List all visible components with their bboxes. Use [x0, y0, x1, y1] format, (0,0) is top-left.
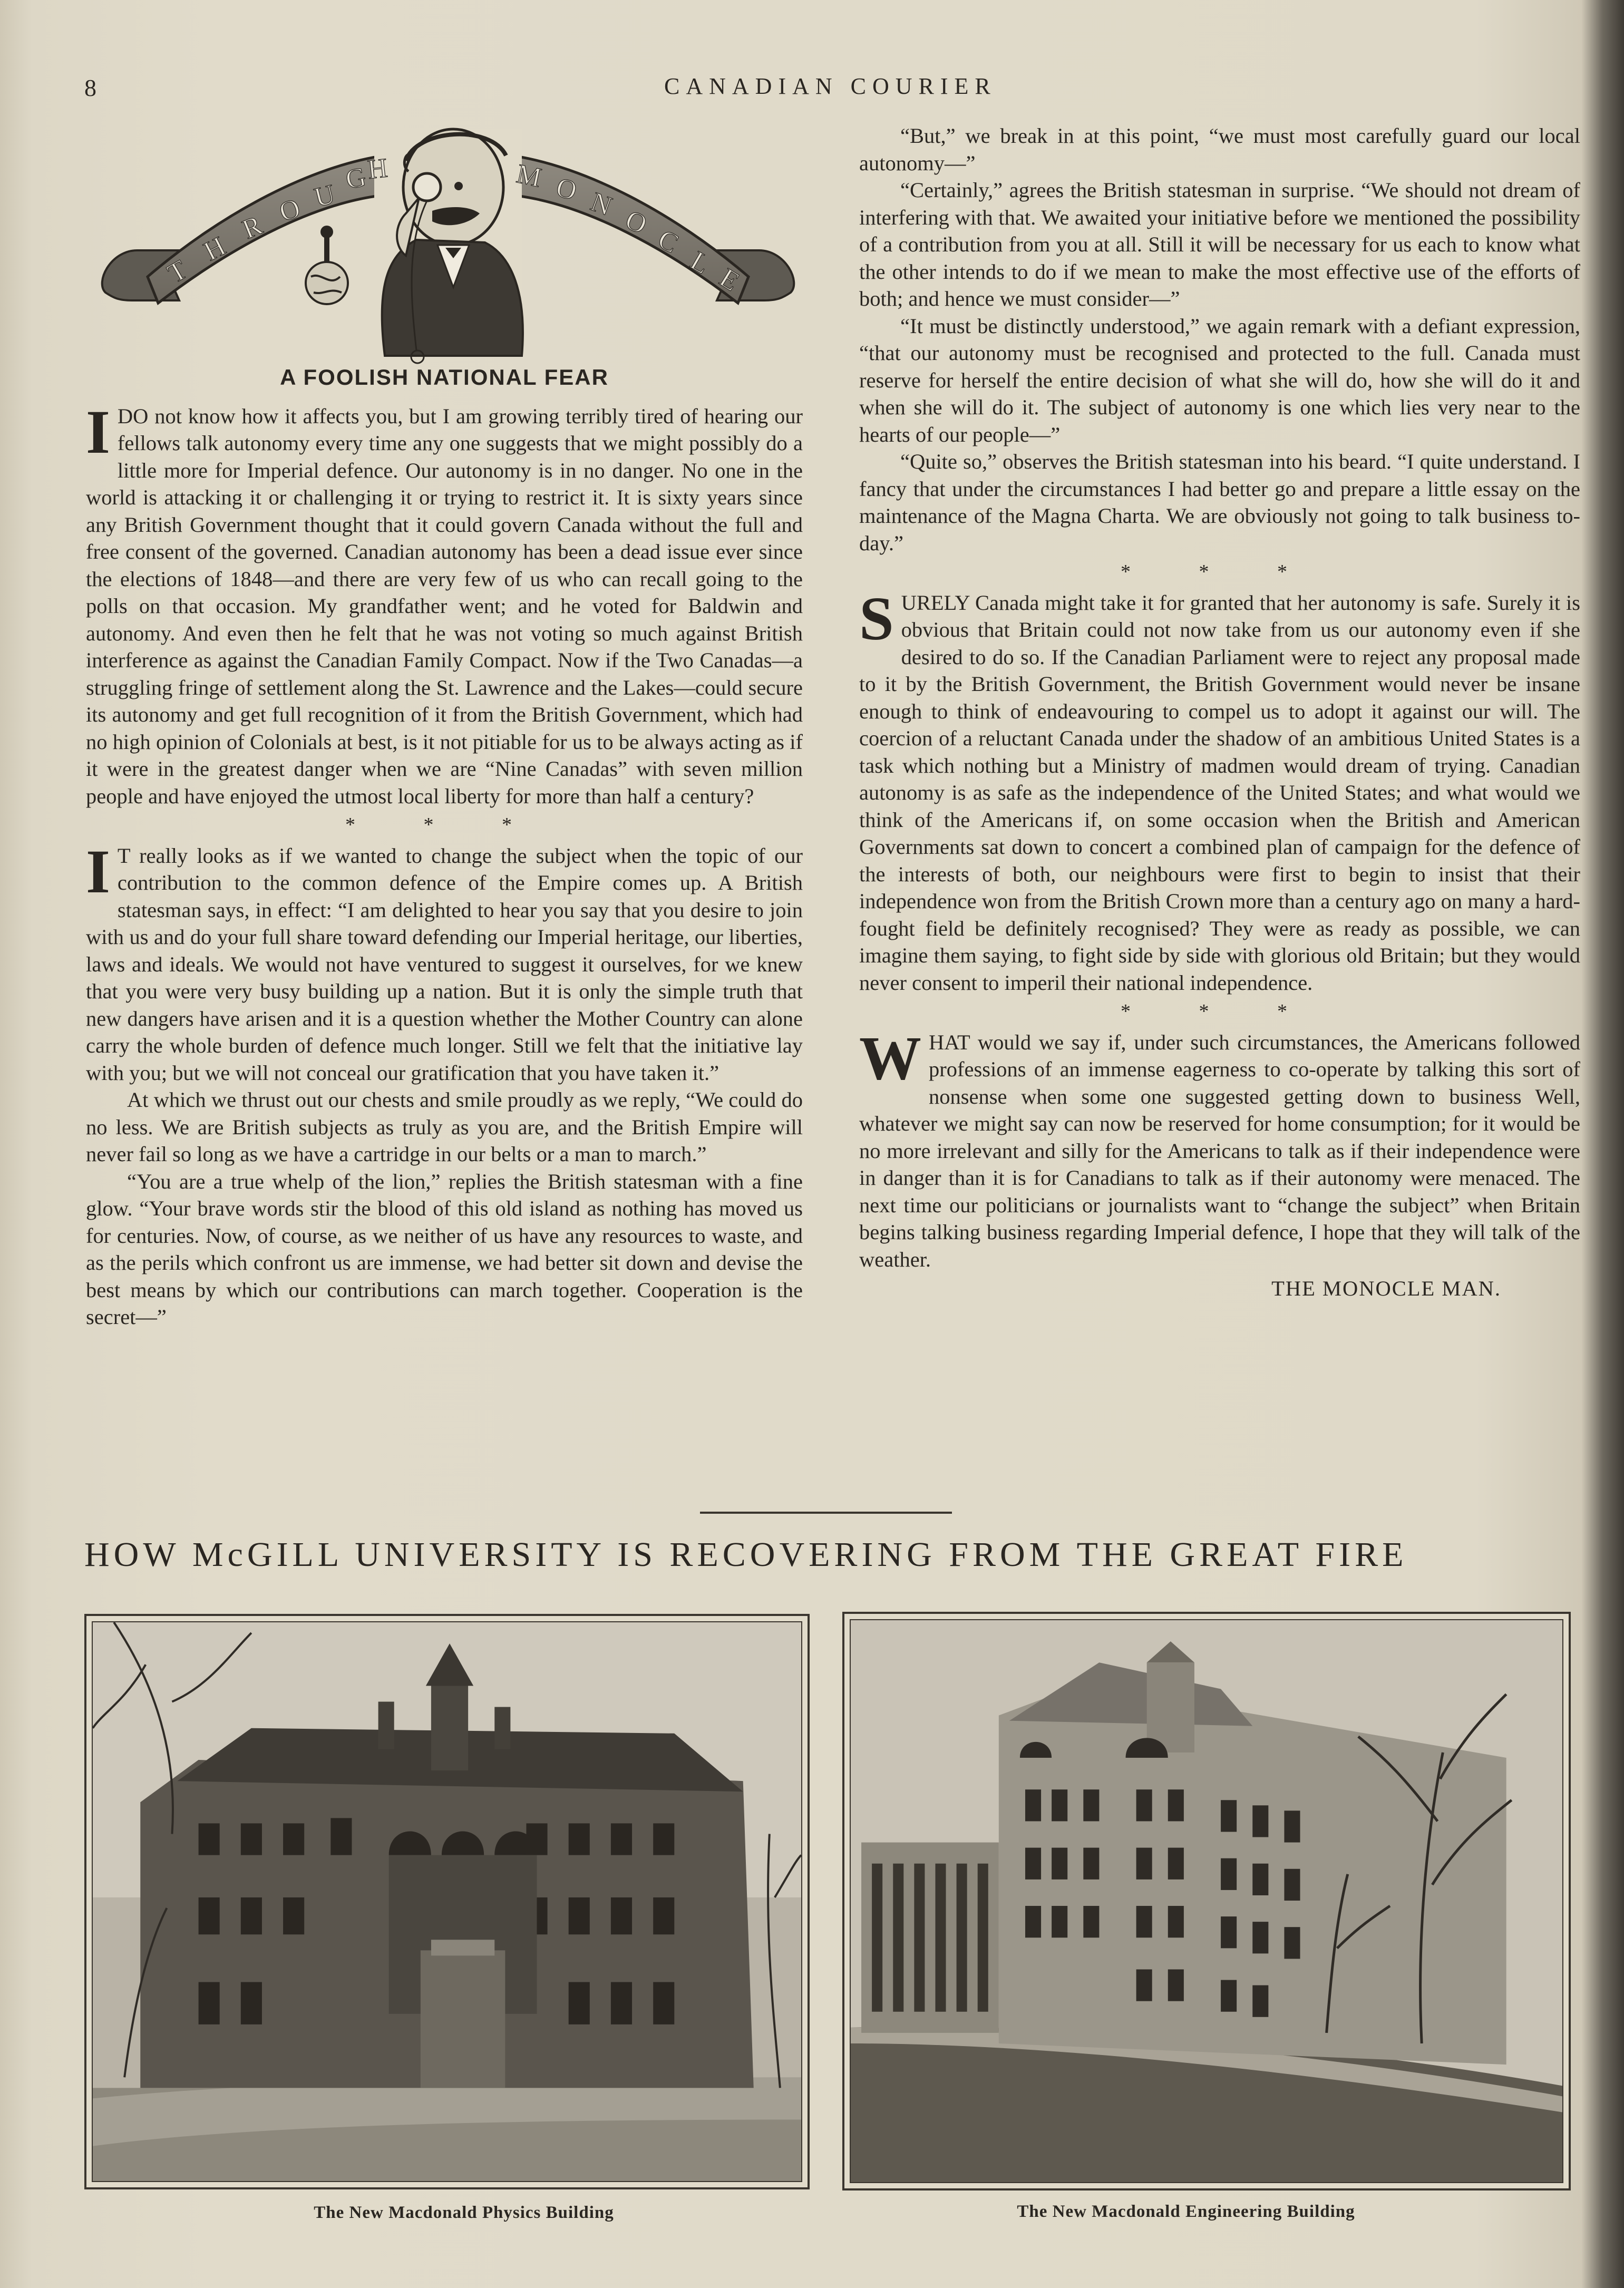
- section-separator: * * *: [345, 814, 543, 836]
- article-signature: THE MONOCLE MAN.: [1271, 1277, 1501, 1300]
- svg-text:H: H: [199, 231, 231, 267]
- paragraph: SURELY Canada might take it for granted that her autonomy is safe. Surely it is obvious that Britain could not now take from us our autonomy even if she desired to do so. If the Canadian Parliament were to reject any proposal made to it by the British Government, the British Government would never be insane enough to think of endeavouring to compel us to adopt it against our will. The coercion of a reluctant Canada under the shadow of an ambitious United States is a task which nothing but a Ministry of madmen would dream of trying. Canadian autonomy is as safe as the independence of the United States; and what would we think of the Americans if, on some occasion when the British and American Governments sat down to concert a combined plan of campaign for the defence of the interests of both, our neighbours were first to begin to insist that their independence won from the British Crown more than a century ago on many a hard-fought field be definitely recognised? They were as ready as possible, we can imagine them saying, to fight side by side with glorious old Britain; but they would never consent to imperil their national independence.: [859, 583, 1580, 995]
- svg-text:E: E: [714, 262, 745, 297]
- svg-text:M: M: [513, 159, 544, 193]
- divider-rule: [700, 1512, 952, 1514]
- svg-text:O: O: [552, 172, 580, 207]
- drop-cap: W: [859, 1023, 921, 1093]
- drop-cap: I: [86, 836, 110, 906]
- monocle-man-illustration: [374, 129, 523, 363]
- engineering-building-photo: [851, 1620, 1562, 2182]
- paragraph: IDO not know how it affects you, but I am growing terribly tired of hearing our fellows talk autonomy every time any one suggests that we might possibly do a little more for Imperial defence. Our autonomy is in no danger. No one in the world is attacking it or challenging it or trying to restrict it. It is sixty years since any British Government thought that it could govern Canada without the full and free consent of the governed. Canadian autonomy has been a dead issue ever since the elections of 1848—and there are very few of us who can recall going to the polls on that occasion. My grandfather went; and he voted for Baldwin and autonomy. And even then he felt that he was not voting so much against British interference as against the Canadian Family Compact. Now if the Two Canadas—a struggling fringe of settlement along the St. Lawrence and the Lakes—could secure its autonomy and get full recognition of it from the British Government, which had no high opinion of Colonials at best, is it not pitiable for us to be always acting as if it were in the greatest danger when we are “Nine Canadas” with seven million people and have enjoyed the utmost local liberty for more than half a century?: [86, 397, 803, 808]
- svg-text:G: G: [343, 162, 368, 196]
- svg-text:U: U: [311, 179, 338, 213]
- monocle-icon: [413, 173, 441, 201]
- photo-section-heading: HOW McGILL UNIVERSITY IS RECOVERING FROM THE GREAT FIRE: [84, 1535, 1408, 1574]
- paragraph: I T really looks as if we wanted to change the subject when the topic of our contribution to the common defence of the Empire comes up. A British statesman says, in effect: “I am delighted to hear you say that you desire to join with us and do your full share toward defending our Imperial heritage, our liberties, laws and ideals. We would not have ventured to suggest it ourselves, for we knew that you were very busy building up a nation. But it is only the simple truth that new dangers have arisen and it is a question whether the Mother Country can alone carry the whole burden of defence much longer. Still we felt that the initiative lay with you; but we will not conceal our gratification that you have taken it.”: [86, 836, 803, 1085]
- page-number: 8: [84, 74, 96, 101]
- svg-text:R: R: [238, 210, 267, 245]
- paragraph: “You are a true whelp of the lion,” replies the British statesman with a fine glow. “Your brave words stir the blood of this old island as nothing has moved us for centuries. Now, of course, as we neither of us have any resources to waste, and as the perils which confront us are immense, we had better sit down and devise the best means by which our contributions can march together. Cooperation is the secret—”: [86, 1169, 803, 1329]
- paragraph: “Quite so,” observes the British statesman into his beard. “I quite understand. I fancy that under the circumstances I had better go and prepare a little essay on the maintenance of the Magna Charta. We are obviously not going to talk business to-day.”: [859, 450, 1580, 555]
- section-separator: * * *: [1121, 561, 1319, 583]
- paragraph: “It must be distinctly understood,” we again remark with a defiant expression, “that our autonomy must be recognised and protected to the full. Canada must reserve for herself the entire decision of what she will do, how she will do it and when she will do it. The subject of autonomy is one which lies very near to the hearts of our people—”: [859, 314, 1580, 446]
- article-column-left: [86, 364, 803, 1331]
- drop-cap: I: [86, 397, 110, 466]
- running-head: CANADIAN COURIER: [664, 73, 997, 99]
- drop-cap: S: [859, 583, 894, 653]
- svg-text:O: O: [276, 193, 304, 228]
- photo-caption: The New Macdonald Engineering Building: [1017, 2202, 1355, 2221]
- paragraph: WHAT would we say if, under such circumstances, the Americans followed professions of an immense eagerness to co-operate by talking this sort of nonsense when some one suggested getting down to business Well, whatever we might say can now be reserved for home consumption; for it would be no more irrelevant and silly for the Americans to talk as if their independence were in danger than it is for Canadians to talk as if their autonomy were menaced. The next time our politicians or journalists want to “change the subject” when Britain begins talking business regarding Imperial defence, I hope that they will talk of the weather.: [859, 1023, 1580, 1271]
- paragraph: “But,” we break in at this point, “we must most carefully guard our local autonomy—”: [859, 124, 1580, 175]
- svg-text:L: L: [685, 246, 715, 280]
- globe-icon: [306, 226, 348, 304]
- paragraph: At which we thrust out our chests and smile proudly as we reply, “We could do no less. We are British subjects as truly as you are, and the British Empire will never fail so long as we have a cartridge in our belts or a man to march.”: [86, 1088, 803, 1166]
- paragraph: “Certainly,” agrees the British statesman in surprise. “We should not dream of interfering with that. We awaited your initiative before we mentioned the possibility of a contribution from you at all. Still it will be necessary for us each to know what the other intends to do if we mean to make the most effective use of the efforts of both; and hence we must consider—”: [859, 178, 1580, 310]
- svg-text:T: T: [162, 255, 192, 289]
- svg-text:O: O: [620, 205, 651, 240]
- svg-text:C: C: [653, 224, 683, 259]
- svg-text:N: N: [587, 187, 616, 222]
- physics-building-photo: [93, 1622, 801, 2181]
- photo-caption: The New Macdonald Physics Building: [314, 2203, 614, 2222]
- article-column-right: [859, 122, 1580, 1302]
- photo-physics-building: [84, 1614, 810, 2189]
- section-separator: * * *: [1121, 1000, 1319, 1023]
- svg-text:H: H: [366, 153, 389, 185]
- article-title: A FOOLISH NATIONAL FEAR: [280, 365, 609, 390]
- through-monocle-banner: [90, 119, 806, 366]
- photo-engineering-building: [842, 1612, 1571, 2190]
